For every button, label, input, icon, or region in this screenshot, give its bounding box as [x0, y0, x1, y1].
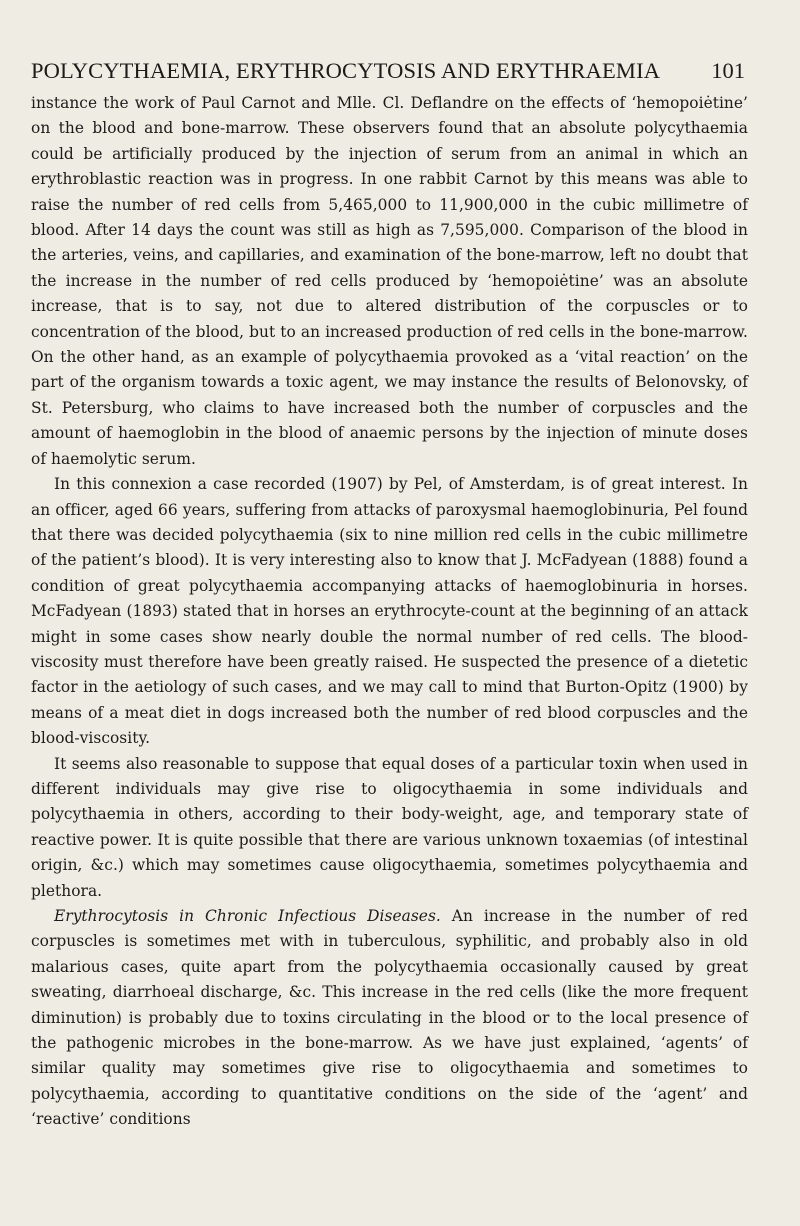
- paragraph-1: instance the work of Paul Carnot and Mlle. Cl. Deflandre on the effects of ‘hemopoiėtine’ on the blood and bone-marrow. These observers found that an absolute polycythaemia could be artificially produced by the injection of serum from an animal in which an erythroblastic reaction was in progress. In one rabbit Carnot by this means was able to raise the number of red cells from 5,465,000 to 11,900,000 in the cubic millimetre of blood. After 14 days the count was still as high as 7,595,000. Comparison of the blood in the arteries, veins, and capillaries, and examination of the bone-marrow, left no doubt that the increase in the number of red cells produced by ‘hemopoiėtine’ was an absolute increase, that is to say, not due to altered distribution of the corpuscles or to concentration of the blood, but to an increased production of red cells in the bone-marrow. On the other hand, as an example of polycythaemia provoked as a ‘vital reaction’ on the part of the organism towards a toxic agent, we may instance the results of Belonovsky, of St. Petersburg, who claims to have increased both the number of corpuscles and the amount of haemoglobin in the blood of anaemic persons by the injection of minute doses of haemolytic serum.: [31, 94, 748, 468]
- paragraph-3: It seems also reasonable to suppose that equal doses of a particular toxin when used in different individuals may give rise to oligocythaemia in some individuals and polycythaemia in others, according to their body-weight, age, and temporary state of reactive power. It is quite possible that there are various unknown toxaemias (of intestinal origin, &c.) which may sometimes cause oligocythaemia, sometimes polycythaemia and plethora.: [31, 754, 748, 900]
- paragraph-2: In this connexion a case recorded (1907) by Pel, of Amsterdam, is of great interest. In an officer, aged 66 years, suffering from attacks of paroxysmal haemoglobinuria, Pel found that there was decided polycythaemia (six to nine million red cells in the cubic millimetre of the patient’s blood). It is very interesting also to know that J. McFadyean (1888) found a condition of great polycythaemia accompanying attacks of haemoglobinuria in horses. McFadyean (1893) stated that in horses an erythrocyte-count at the beginning of an attack might in some cases show nearly double the normal number of red cells. The blood-viscosity must therefore have been greatly raised. He suspected the presence of a dietetic factor in the aetiology of such cases, and we may call to mind that Burton-Opitz (1900) by means of a meat diet in dogs increased both the number of red blood corpuscles and the blood-viscosity.: [31, 475, 748, 748]
- page-number: 101: [711, 58, 745, 83]
- running-head: [31, 58, 745, 88]
- body-text: [31, 91, 748, 1133]
- paragraph-4: [31, 904, 748, 1133]
- paragraph-4-text: An increase in the number of red corpuscles is sometimes met with in tuberculous, syphilitic, and probably also in old malarious cases, quite apart from the polycythaemia occasionally caused by great sweating, diarrhoeal discharge, &c. This increase in the red cells (like the more frequent diminution) is probably due to toxins circulating in the blood or to the local presence of the pathogenic microbes in the bone-marrow. As we have just explained, ‘agents’ of similar quality may sometimes give rise to oligocythaemia and sometimes to polycythaemia, according to quantitative conditions on the side of the ‘agent’ and ‘reactive’ conditions: [31, 907, 748, 1129]
- section-heading: Erythrocytosis in Chronic Infectious Diseases.: [54, 907, 441, 925]
- running-head-title: POLYCYTHAEMIA, ERYTHROCYTOSIS AND ERYTHRAEMIA: [31, 58, 661, 83]
